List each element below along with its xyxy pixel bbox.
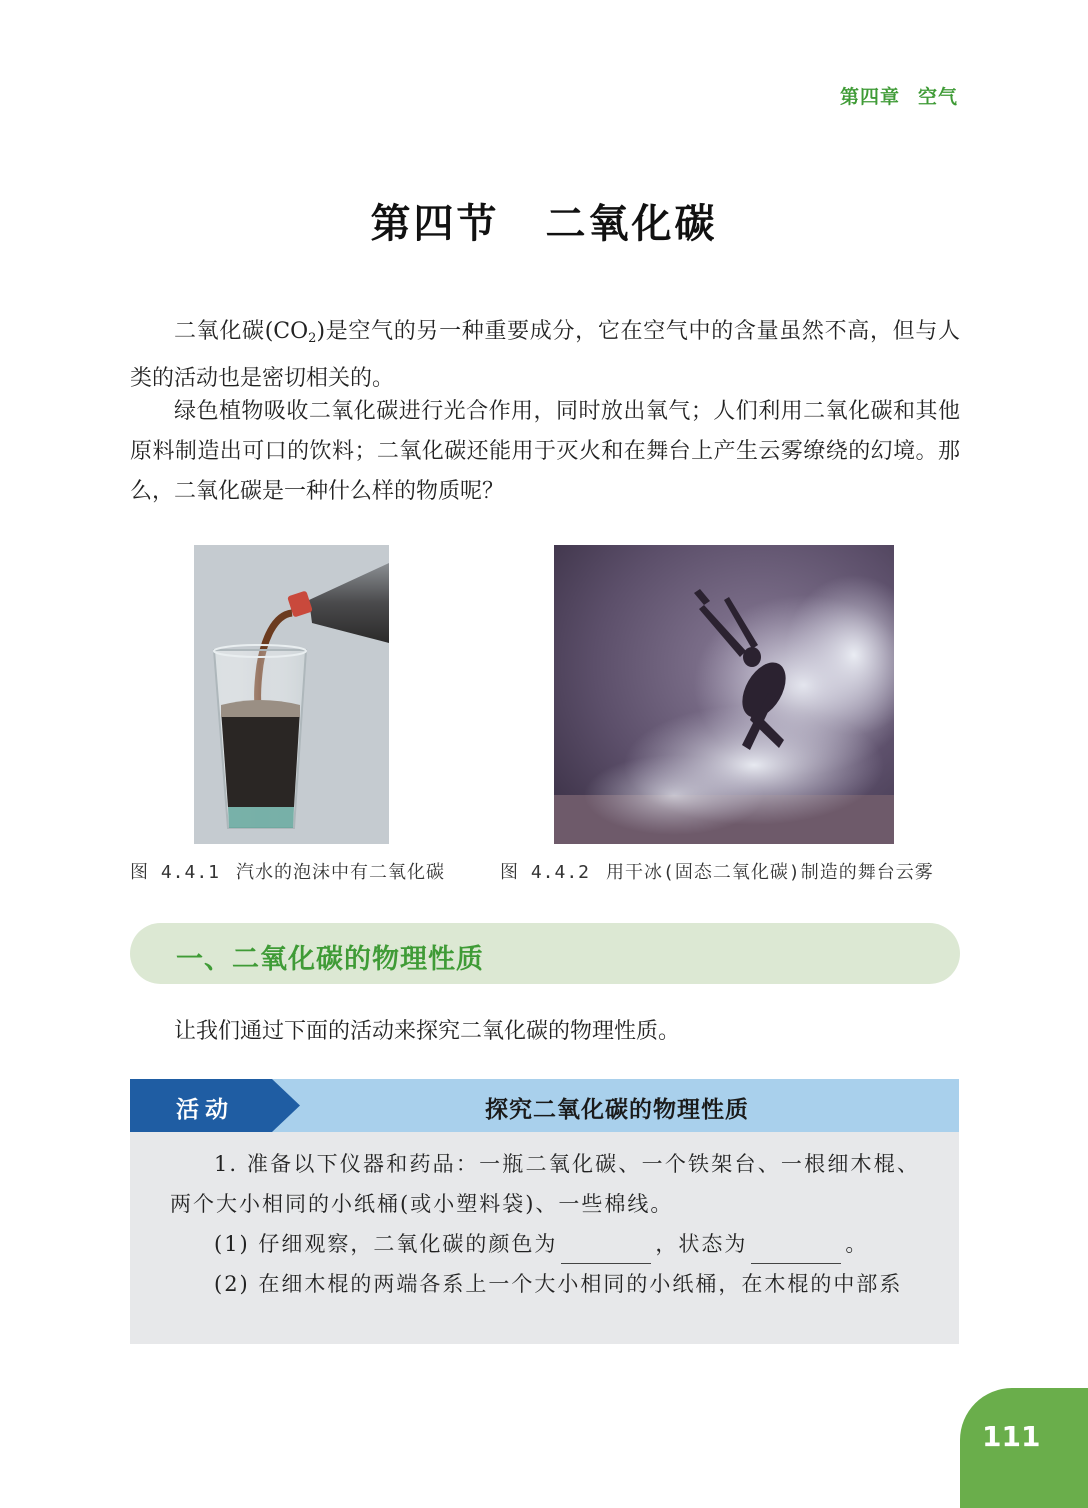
activity-question-2: (2) 在细木棍的两端各系上一个大小相同的小纸桶，在木棍的中部系: [214, 1272, 903, 1296]
section-name: 二氧化碳: [545, 201, 718, 247]
figure-number-2: 图 4.4.2: [500, 862, 591, 883]
figure-text-1: 汽水的泡沫中有二氧化碳: [236, 862, 446, 883]
chapter-topic: 空气: [917, 86, 958, 108]
intro-p1-text-b: )是空气的另一种重要成分，它在空气中的含量虽然不高，但与人类的活动也是密切相关的。: [130, 319, 961, 391]
figure-caption-2: [500, 858, 934, 884]
soda-photo: [194, 545, 389, 844]
stage-fog-photo: [554, 545, 894, 844]
section-title: [0, 192, 1088, 249]
figure-number-1: 图 4.4.1: [130, 862, 221, 883]
activity-step-1: 1. 准备以下仪器和药品：一瓶二氧化碳、一个铁架台、一根细木棍、两个大小相同的小纸桶(或小塑料袋)、一些棉线。: [170, 1152, 920, 1216]
chapter-header: [840, 82, 958, 109]
intro-paragraph-2: 绿色植物吸收二氧化碳进行光合作用，同时放出氧气；人们利用二氧化碳和其他原料制造出可口的饮料；二氧化碳还能用于灭火和在舞台上产生云雾缭绕的幻境。那么，二氧化碳是一种什么样的物质呢？: [130, 399, 960, 504]
activity-header: [130, 1079, 959, 1132]
activity-content: [130, 1132, 959, 1344]
section-number: 第四节: [370, 201, 500, 247]
activity-question-1: [170, 1224, 920, 1264]
soda-pour-illustration: [194, 545, 389, 844]
figure-text-2: 用干冰(固态二氧化碳)制造的舞台云雾: [606, 862, 934, 883]
page-number-tab: [960, 1388, 1088, 1508]
chapter-label: 第四章: [839, 86, 900, 108]
question-1-start: (1) 仔细观察，二氧化碳的颜色为: [214, 1232, 558, 1256]
question-1-end: 。: [845, 1232, 869, 1256]
intro-p1-text-a: 二氧化碳(CO: [174, 319, 309, 344]
subsection-banner: [130, 923, 960, 984]
activity-title: 探究二氧化碳的物理性质: [485, 1097, 749, 1123]
co2-subscript: 2: [308, 331, 317, 346]
dancer-fog-illustration: [554, 545, 894, 844]
intro-paragraph-1: [130, 312, 960, 399]
color-answer-blank[interactable]: [561, 1237, 651, 1264]
activity-tag-label: 活动: [176, 1097, 234, 1123]
question-1-mid: ，状态为: [655, 1232, 748, 1256]
lead-paragraph: 让我们通过下面的活动来探究二氧化碳的物理性质。: [174, 1019, 681, 1044]
subsection-title: 一、二氧化碳的物理性质: [176, 944, 484, 975]
figure-caption-1: [130, 858, 445, 884]
page-number: 111: [982, 1420, 1041, 1453]
state-answer-blank[interactable]: [751, 1237, 841, 1264]
